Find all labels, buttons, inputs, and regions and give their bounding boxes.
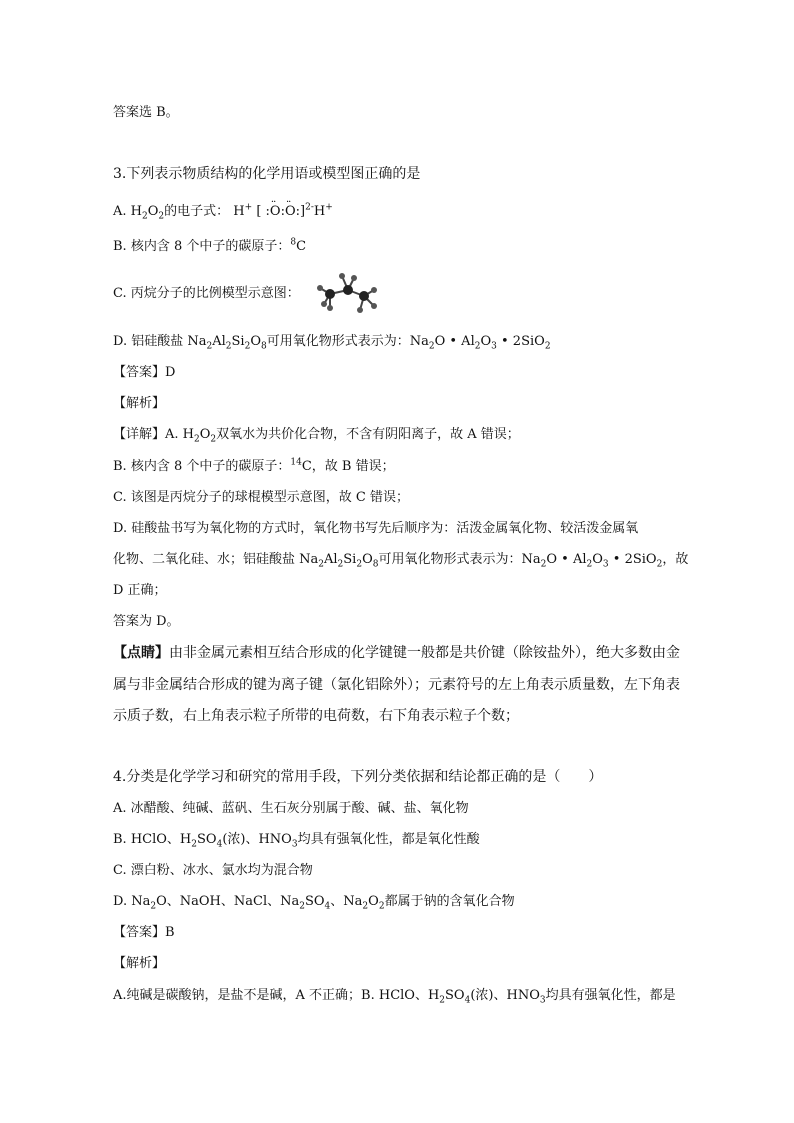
subscript: 2 <box>318 559 324 570</box>
propane-ball-stick-model <box>316 272 378 314</box>
question-4-stem <box>113 768 602 786</box>
tip-line-1 <box>113 644 680 662</box>
subscript: 2 <box>439 995 446 1006</box>
option-text: D. Na <box>113 894 151 909</box>
subscript: 2 <box>362 901 369 912</box>
explanation-text: (浓)、HNO <box>470 988 540 1003</box>
detail-text: D. 硅酸盐书写为氧化物的方式时，氧化物书写先后顺序为：活泼金属氧化物、较活泼金属氧 <box>113 521 639 536</box>
option-a <box>113 203 333 221</box>
detail-text: ，故 <box>662 552 689 567</box>
detail-line-6 <box>113 582 167 600</box>
subscript: 2 <box>244 341 251 352</box>
tip-label: 【点睛】 <box>113 645 169 661</box>
option-text: B. HClO、H <box>113 832 192 847</box>
formula-part: H <box>313 204 326 219</box>
superscript: 14 <box>290 457 302 468</box>
answer-label <box>113 924 175 942</box>
option-text: D. 铝硅酸盐 Na <box>113 334 207 349</box>
subscript: 2 <box>191 839 197 850</box>
analysis-text: 【解析】 <box>113 956 166 971</box>
option-c <box>113 285 300 303</box>
answer-label <box>113 364 175 382</box>
detail-text: C. 该图是丙烷分子的球棍模型示意图，故 C 错误； <box>113 490 409 505</box>
question-3-stem <box>113 165 420 183</box>
formula-part: [ : <box>256 204 270 219</box>
answer-text: 答案为 D。 <box>113 614 180 629</box>
subscript: 4 <box>216 839 223 850</box>
option-text: 、Na <box>330 894 363 909</box>
formula-part: : <box>280 204 285 219</box>
stem-text: 3.下列表示物质结构的化学用语或模型图正确的是 <box>113 166 421 182</box>
subscript: 8 <box>260 341 267 352</box>
tip-line-3 <box>113 707 519 725</box>
option-d <box>113 893 515 911</box>
option-text: A. 冰醋酸、纯碱、蓝矾、生石灰分别属于酸、碱、盐、氧化物 <box>113 801 469 816</box>
option-text: O <box>368 894 379 909</box>
subscript: 2 <box>540 559 547 570</box>
detail-text: Si <box>343 552 357 567</box>
text-line <box>113 104 179 122</box>
subscript: 2 <box>225 341 232 352</box>
tip-text: 由非金属元素相互结合形成的化学键键一般都是共价键（除铵盐外），绝大多数由金 <box>169 645 680 661</box>
option-text: C <box>296 239 307 254</box>
explanation-line-1 <box>113 987 676 1005</box>
analysis-label <box>113 955 165 973</box>
option-text: O • Al <box>434 334 475 349</box>
detail-text: • 2SiO <box>608 552 657 567</box>
subscript: 3 <box>539 995 546 1006</box>
detail-line-4 <box>113 520 638 538</box>
analysis-label <box>113 395 165 413</box>
option-b <box>113 831 480 849</box>
subscript: 3 <box>491 341 497 352</box>
detail-text: O <box>362 552 373 567</box>
subscript: 2 <box>142 211 148 222</box>
answer-note: 答案选 B。 <box>113 105 179 120</box>
detail-text: 双氧水为共价化合物，不含有阴阳离子，故 A 错误； <box>216 427 520 442</box>
detail-text: 化物、二氧化硅、水；铝硅酸盐 Na <box>113 552 319 567</box>
explanation-text: 均具有强氧化性，都是 <box>545 988 676 1003</box>
detail-line-1 <box>113 426 520 444</box>
subscript: 2 <box>428 341 435 352</box>
subscript: 3 <box>602 559 609 570</box>
option-text: O <box>480 334 492 349</box>
subscript: 4 <box>324 901 331 912</box>
option-text: SO <box>197 832 217 847</box>
explanation-text: SO <box>445 988 465 1003</box>
detail-text: O <box>592 552 603 567</box>
option-text: 可用氧化物形式表示为：Na <box>266 334 429 349</box>
option-text: • 2SiO <box>496 334 545 349</box>
detail-text: C，故 B 错误； <box>301 459 395 474</box>
detail-line-5 <box>113 551 688 569</box>
option-text: Al <box>212 334 226 349</box>
subscript: 2 <box>158 211 165 222</box>
detail-line-3 <box>113 489 409 507</box>
formula-part: ·· O <box>270 203 281 221</box>
answer-text: 【答案】D <box>113 365 176 380</box>
option-text: Si <box>231 334 245 349</box>
formula-part: H <box>233 204 245 219</box>
option-text: C. 漂白粉、冰水、氯水均为混合物 <box>113 863 313 878</box>
subscript: 2 <box>194 434 200 445</box>
subscript: 2 <box>544 341 551 352</box>
tip-line-2 <box>113 676 680 694</box>
answer-conclusion <box>113 613 180 631</box>
option-text: 的电子式： <box>164 204 230 219</box>
subscript: 8 <box>372 559 379 570</box>
option-text: A. H <box>113 204 142 219</box>
formula-part: ·· O <box>285 203 296 221</box>
option-a <box>113 800 469 818</box>
detail-text: 可用氧化物形式表示为：Na <box>378 552 541 567</box>
option-text: O、NaOH、NaCl、Na <box>156 894 300 909</box>
subscript: 2 <box>378 901 385 912</box>
detail-text: D 正确； <box>113 583 167 598</box>
option-text: (浓)、HNO <box>222 832 292 847</box>
subscript: 4 <box>464 995 471 1006</box>
subscript: 2 <box>656 559 663 570</box>
subscript: 2 <box>206 341 213 352</box>
subscript: 2 <box>337 559 344 570</box>
subscript: 2 <box>356 559 363 570</box>
subscript: 2 <box>150 901 157 912</box>
option-b <box>113 238 306 256</box>
formula-part: :] <box>295 204 306 219</box>
option-c <box>113 862 313 880</box>
option-d <box>113 333 551 351</box>
option-text: C. 丙烷分子的比例模型示意图： <box>113 286 300 301</box>
detail-text: 【详解】A. H <box>113 427 194 442</box>
detail-text: B. 核内含 8 个中子的碳原子： <box>113 459 291 474</box>
subscript: 2 <box>210 434 217 445</box>
electron-formula <box>233 204 332 219</box>
option-text: SO <box>304 894 325 909</box>
option-text: 都属于钠的含氧化合物 <box>384 894 515 909</box>
detail-text: Al <box>324 552 338 567</box>
tip-text: 示质子数，右上角表示粒子所带的电荷数，右下角表示粒子个数； <box>113 708 519 724</box>
stem-text: 4.分类是化学学习和研究的常用手段，下列分类依据和结论都正确的是（ ） <box>113 769 603 785</box>
subscript: 3 <box>291 839 298 850</box>
superscript: + <box>325 202 333 213</box>
superscript: + <box>244 202 253 213</box>
answer-text: 【答案】B <box>113 925 175 940</box>
subscript: 2 <box>299 901 305 912</box>
analysis-text: 【解析】 <box>113 396 166 411</box>
option-text: B. 核内含 8 个中子的碳原子： <box>113 239 291 254</box>
superscript: 8 <box>290 237 297 248</box>
tip-text: 属与非金属结合形成的键为离子键（氯化铝除外）；元素符号的左上角表示质量数，左下角表 <box>113 677 680 693</box>
subscript: 2 <box>474 341 481 352</box>
detail-line-2 <box>113 458 395 476</box>
option-text: O <box>250 334 261 349</box>
superscript: 2- <box>305 202 314 213</box>
option-text: 均具有强氧化性，都是氧化性酸 <box>297 832 480 847</box>
subscript: 2 <box>586 559 593 570</box>
option-text: O <box>147 204 159 219</box>
detail-text: O • Al <box>546 552 587 567</box>
explanation-text: A.纯碱是碳酸钠，是盐不是碱，A 不正确；B. HClO、H <box>113 988 440 1003</box>
detail-text: O <box>199 427 211 442</box>
